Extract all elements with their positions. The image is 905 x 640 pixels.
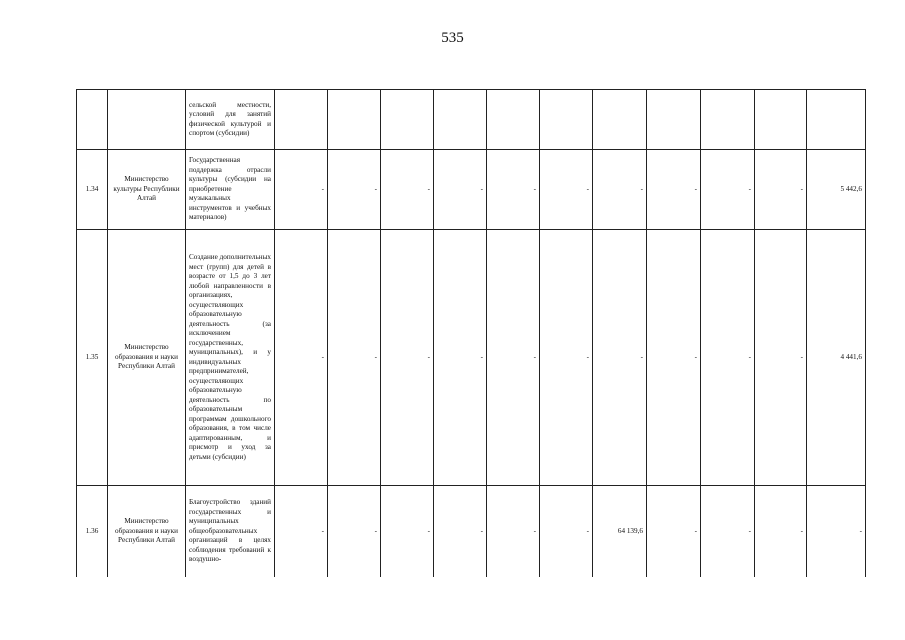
row-value: - xyxy=(434,230,487,486)
row-value: - xyxy=(328,230,381,486)
row-value: - xyxy=(381,150,434,230)
row-organization: Министерство образования и науки Республики Алтай xyxy=(108,486,186,577)
row-value: - xyxy=(701,486,755,577)
row-value: - xyxy=(593,150,647,230)
table-row xyxy=(77,90,866,150)
row-number xyxy=(77,90,108,150)
row-value: - xyxy=(540,230,593,486)
row-description: Благоустройство зданий государственных и муниципальных общеобразовательных организаций в целях соблюдения требований к воздушно- xyxy=(186,486,275,577)
table-row xyxy=(77,230,866,486)
row-value: - xyxy=(434,486,487,577)
row-value: - xyxy=(647,230,701,486)
row-value: 64 139,6 xyxy=(593,486,647,577)
row-value: - xyxy=(434,150,487,230)
row-value xyxy=(593,90,647,150)
row-value xyxy=(328,90,381,150)
row-value: - xyxy=(328,150,381,230)
row-value xyxy=(540,90,593,150)
row-number: 1.36 xyxy=(77,486,108,577)
row-value: - xyxy=(275,486,328,577)
row-description: сельской местности, условий для занятий физической культурой и спортом (субсидии) xyxy=(186,90,275,150)
row-value: - xyxy=(381,230,434,486)
row-value: - xyxy=(540,150,593,230)
row-value: - xyxy=(701,230,755,486)
row-value xyxy=(275,90,328,150)
row-value xyxy=(807,90,866,150)
budget-table xyxy=(76,89,866,577)
row-value: - xyxy=(487,486,540,577)
row-number: 1.35 xyxy=(77,230,108,486)
row-value: - xyxy=(540,486,593,577)
row-value: - xyxy=(381,486,434,577)
row-value: - xyxy=(647,150,701,230)
row-value: - xyxy=(487,230,540,486)
row-value: - xyxy=(487,150,540,230)
row-number: 1.34 xyxy=(77,150,108,230)
row-value xyxy=(381,90,434,150)
row-value: - xyxy=(755,150,807,230)
row-value: - xyxy=(755,486,807,577)
row-value: - xyxy=(807,486,866,577)
page-number: 535 xyxy=(441,30,464,46)
row-organization: Министерство образования и науки Республики Алтай xyxy=(108,230,186,486)
row-value: - xyxy=(328,486,381,577)
row-value: - xyxy=(701,150,755,230)
row-description: Создание дополнительных мест (групп) для детей в возрасте от 1,5 до 3 лет любой направленности в организациях, осуществляющих образовательную деятельность (за исключением государственных, муниципальных), и у индивидуальных предпринимателей, осуществляющих образовательную деятельность по образовательным программам дошкольного образования, в том числе адаптированным, и присмотр и уход за детьми (субсидии) xyxy=(186,230,275,486)
row-value xyxy=(701,90,755,150)
row-value: - xyxy=(275,150,328,230)
row-value: 4 441,6 xyxy=(807,230,866,486)
table-row xyxy=(77,150,866,230)
table-row xyxy=(77,486,866,577)
row-description: Государственная поддержка отрасли культуры (субсидии на приобретение музыкальных инструментов и учебных материалов) xyxy=(186,150,275,230)
row-value xyxy=(755,90,807,150)
row-value xyxy=(434,90,487,150)
row-organization: Министерство культуры Республики Алтай xyxy=(108,150,186,230)
row-value xyxy=(647,90,701,150)
row-value xyxy=(487,90,540,150)
row-value: 5 442,6 xyxy=(807,150,866,230)
row-organization xyxy=(108,90,186,150)
row-value: - xyxy=(275,230,328,486)
row-value: - xyxy=(755,230,807,486)
row-value: - xyxy=(593,230,647,486)
row-value: - xyxy=(647,486,701,577)
